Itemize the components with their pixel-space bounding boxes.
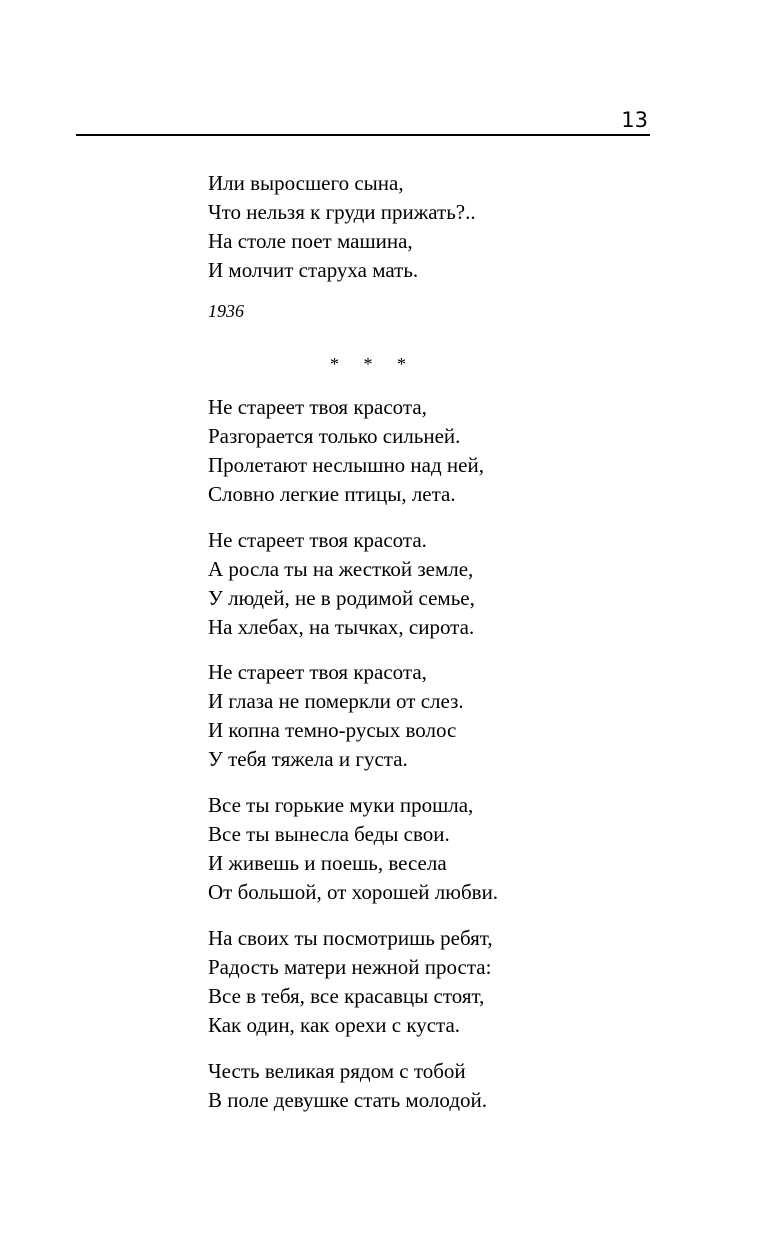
- poem-line: Не стареет твоя красота,: [208, 395, 427, 419]
- poem-line: Словно легкие птицы, лета.: [208, 482, 456, 506]
- header-rule: [76, 134, 650, 136]
- poem-line: И глаза не померкли от слез.: [208, 689, 464, 713]
- poem-line: От большой, от хорошей любви.: [208, 880, 499, 904]
- poem-line: Как один, как орехи с куста.: [208, 1013, 461, 1037]
- poem-line: В поле девушке стать молодой.: [208, 1088, 487, 1112]
- poem-line: Все ты горькие муки прошла,: [208, 793, 474, 817]
- poem-line: Радость матери нежной проста:: [208, 955, 492, 979]
- poem-line: А росла ты на жесткой земле,: [208, 557, 474, 581]
- poem-line: Разгорается только сильней.: [208, 424, 461, 448]
- poem-line: И копна темно-русых волос: [208, 718, 457, 742]
- poem-line: Не стареет твоя красота,: [208, 660, 427, 684]
- poem-line: Что нельзя к груди прижать?..: [208, 200, 476, 224]
- section-separator: * * *: [330, 354, 416, 374]
- poem-line: Все в тебя, все красавцы стоят,: [208, 984, 485, 1008]
- poem-line: И живешь и поешь, весела: [208, 851, 447, 875]
- poem-line: Пролетают неслышно над ней,: [208, 453, 484, 477]
- poem-line: На своих ты посмотришь ребят,: [208, 926, 493, 950]
- poem-line: На столе поет машина,: [208, 229, 413, 253]
- poem-line: Честь великая рядом с тобой: [208, 1059, 466, 1083]
- poem-line: Не стареет твоя красота.: [208, 528, 427, 552]
- poem-line: У тебя тяжела и густа.: [208, 747, 408, 771]
- poem-line: Все ты вынесла беды свои.: [208, 822, 450, 846]
- poem-line: И молчит старуха мать.: [208, 258, 419, 282]
- poem-line: На хлебах, на тычках, сирота.: [208, 615, 475, 639]
- poem-year: 1936: [208, 301, 244, 321]
- poem-line: Или выросшего сына,: [208, 171, 404, 195]
- page-number: 13: [621, 108, 648, 132]
- poem-line: У людей, не в родимой семье,: [208, 586, 475, 610]
